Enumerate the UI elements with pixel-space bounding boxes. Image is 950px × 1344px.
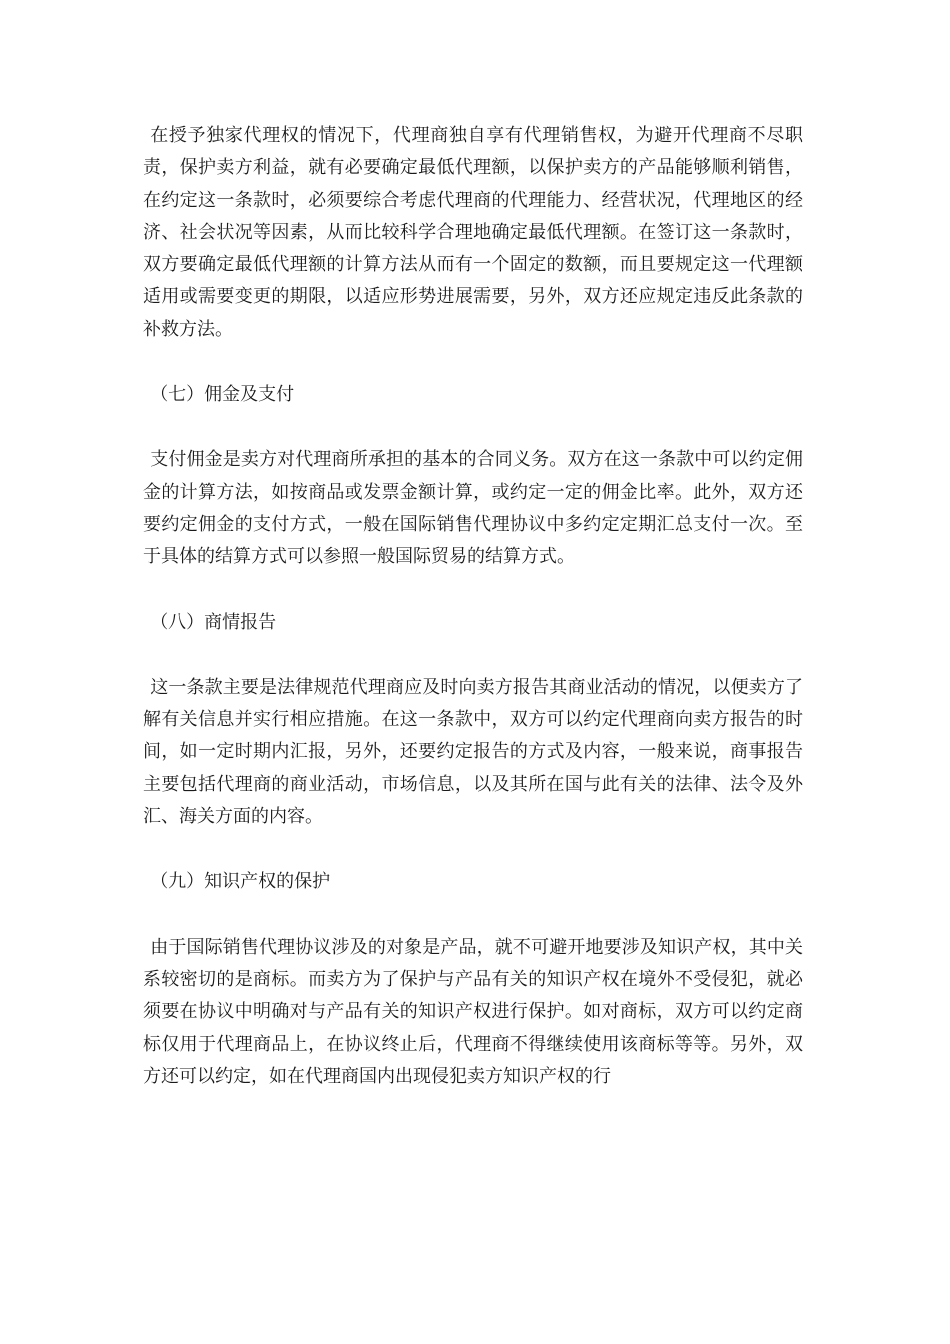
section-heading-commission: （七）佣金及支付 <box>150 384 295 406</box>
document-page <box>143 120 803 1093</box>
paragraph-spacer <box>143 833 803 866</box>
paragraph-business-report: 这一条款主要是法律规范代理商应及时向卖方报告其商业活动的情况，以便卖方了解有关信息并实行相应措施。在这一条款中，双方可以约定代理商向卖方报告的时间，如一定时期内汇报，另外，还要约定报告的方式及内容，一般来说，商事报告主要包括代理商的商业活动，市场信息，以及其所在国与此有关的法律、法令及外汇、海关方面的内容。 <box>143 676 803 828</box>
paragraph-spacer <box>143 346 803 379</box>
paragraph-intellectual-property: 由于国际销售代理协议涉及的对象是产品，就不可避开地要涉及知识产权，其中关系较密切的是商标。而卖方为了保护与产品有关的知识产权在境外不受侵犯，就必须要在协议中明确对与产品有关的知识产权进行保护。如对商标，双方可以约定商标仅用于代理商品上，在协议终止后，代理商不得继续使用该商标等等。另外，双方还可以约定，如在代理商国内出现侵犯卖方知识产权的行 <box>143 936 803 1087</box>
section-heading-intellectual-property: （九）知识产权的保护 <box>150 871 331 893</box>
paragraph-spacer <box>143 899 803 932</box>
paragraph-minimum-agency-amount: 在授予独家代理权的情况下，代理商独自享有代理销售权，为避开代理商不尽职责，保护卖方利益，就有必要确定最低代理额，以保护卖方的产品能够顺利销售，在约定这一条款时，必须要综合考虑代理商的代理能力、经营状况，代理地区的经济、社会状况等因素，从而比较科学合理地确定最低代理额。在签订这一条款时，双方要确定最低代理额的计算方法从而有一个固定的数额，而且要规定这一代理额适用或需要变更的期限，以适应形势进展需要，另外，双方还应规定违反此条款的补救方法。 <box>143 125 803 340</box>
section-heading-business-report: （八）商情报告 <box>150 611 277 633</box>
paragraph-spacer <box>143 574 803 607</box>
paragraph-commission: 支付佣金是卖方对代理商所承担的基本的合同义务。双方在这一条款中可以约定佣金的计算方法，如按商品或发票金额计算，或约定一定的佣金比率。此外，双方还要约定佣金的支付方式，一般在国际销售代理协议中多约定定期汇总支付一次。至于具体的结算方式可以参照一般国际贸易的结算方式。 <box>143 449 803 568</box>
paragraph-spacer <box>143 411 803 444</box>
paragraph-spacer <box>143 639 803 672</box>
